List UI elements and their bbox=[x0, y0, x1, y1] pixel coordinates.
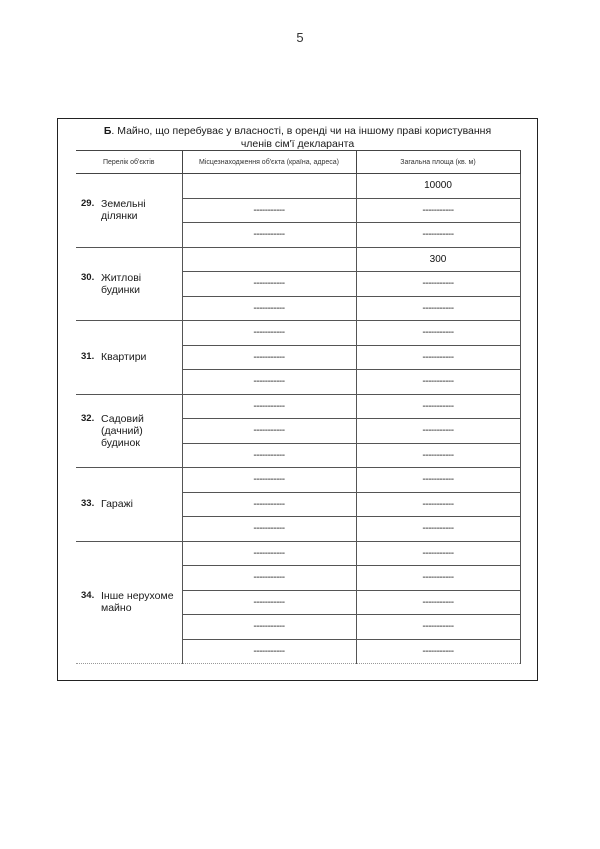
location-cell: ----------- bbox=[182, 419, 356, 444]
location-cell: ----------- bbox=[182, 517, 356, 542]
location-cell bbox=[182, 247, 356, 272]
area-cell: ----------- bbox=[356, 370, 520, 395]
property-section-frame bbox=[57, 118, 538, 681]
table-row bbox=[76, 394, 520, 419]
location-cell: ----------- bbox=[182, 492, 356, 517]
item-name: Житлові будинки bbox=[101, 271, 142, 296]
location-cell: ----------- bbox=[182, 321, 356, 346]
location-cell: ----------- bbox=[182, 541, 356, 566]
location-cell: ----------- bbox=[182, 272, 356, 297]
item-name: Інше нерухоме майно bbox=[101, 590, 174, 615]
col-objects-header: Перелік об'єктів bbox=[76, 151, 182, 174]
location-cell bbox=[182, 174, 356, 199]
item-cell bbox=[76, 468, 182, 542]
item-cell bbox=[76, 394, 182, 468]
area-value: 300 bbox=[356, 247, 520, 272]
location-cell: ----------- bbox=[182, 566, 356, 591]
table-header-row bbox=[76, 151, 520, 174]
col-location-header: Місцезнаходження об'єкта (країна, адреса) bbox=[182, 151, 356, 174]
area-cell: ----------- bbox=[356, 590, 520, 615]
item-cell bbox=[76, 321, 182, 395]
item-name: Садовий (дачний) будинок bbox=[101, 412, 144, 449]
item-number: 32. bbox=[81, 412, 95, 424]
table-row bbox=[76, 541, 520, 566]
area-cell: ----------- bbox=[356, 443, 520, 468]
location-cell: ----------- bbox=[182, 443, 356, 468]
page-number: 5 bbox=[296, 30, 304, 45]
table-body bbox=[76, 174, 520, 664]
area-cell: ----------- bbox=[356, 615, 520, 640]
area-cell: ----------- bbox=[356, 198, 520, 223]
location-cell: ----------- bbox=[182, 590, 356, 615]
item-name: Гаражі bbox=[101, 498, 133, 511]
item-number: 31. bbox=[81, 351, 95, 363]
area-cell: ----------- bbox=[356, 296, 520, 321]
area-cell: ----------- bbox=[356, 468, 520, 493]
location-cell: ----------- bbox=[182, 223, 356, 248]
table-row bbox=[76, 321, 520, 346]
section-title-line2: членів сім'ї декларанта bbox=[240, 138, 355, 150]
area-cell: ----------- bbox=[356, 639, 520, 664]
area-value: 10000 bbox=[356, 174, 520, 199]
area-cell: ----------- bbox=[356, 419, 520, 444]
item-cell bbox=[76, 541, 182, 664]
table-row bbox=[76, 468, 520, 493]
area-cell: ----------- bbox=[356, 345, 520, 370]
item-number: 33. bbox=[81, 498, 95, 510]
area-cell: ----------- bbox=[356, 566, 520, 591]
section-title-line1: . Майно, що перебуває у власності, в оренді чи на іншому праві користування bbox=[111, 125, 492, 137]
area-cell: ----------- bbox=[356, 223, 520, 248]
location-cell: ----------- bbox=[182, 394, 356, 419]
area-cell: ----------- bbox=[356, 541, 520, 566]
area-cell: ----------- bbox=[356, 517, 520, 542]
table-row bbox=[76, 174, 520, 199]
table-row bbox=[76, 247, 520, 272]
item-name: Земельні ділянки bbox=[101, 198, 146, 223]
location-cell: ----------- bbox=[182, 639, 356, 664]
area-cell: ----------- bbox=[356, 321, 520, 346]
location-cell: ----------- bbox=[182, 198, 356, 223]
item-number: 29. bbox=[81, 198, 95, 210]
location-cell: ----------- bbox=[182, 345, 356, 370]
location-cell: ----------- bbox=[182, 370, 356, 395]
location-cell: ----------- bbox=[182, 615, 356, 640]
area-cell: ----------- bbox=[356, 394, 520, 419]
location-cell: ----------- bbox=[182, 296, 356, 321]
item-cell bbox=[76, 174, 182, 248]
section-letter: Б bbox=[103, 125, 112, 137]
item-name: Квартири bbox=[101, 351, 147, 364]
property-table bbox=[76, 150, 521, 664]
location-cell: ----------- bbox=[182, 468, 356, 493]
area-cell: ----------- bbox=[356, 272, 520, 297]
area-cell: ----------- bbox=[356, 492, 520, 517]
item-number: 34. bbox=[81, 590, 95, 602]
item-number: 30. bbox=[81, 271, 95, 283]
section-heading bbox=[58, 125, 537, 151]
item-cell bbox=[76, 247, 182, 321]
col-area-header: Загальна площа (кв. м) bbox=[356, 151, 520, 174]
